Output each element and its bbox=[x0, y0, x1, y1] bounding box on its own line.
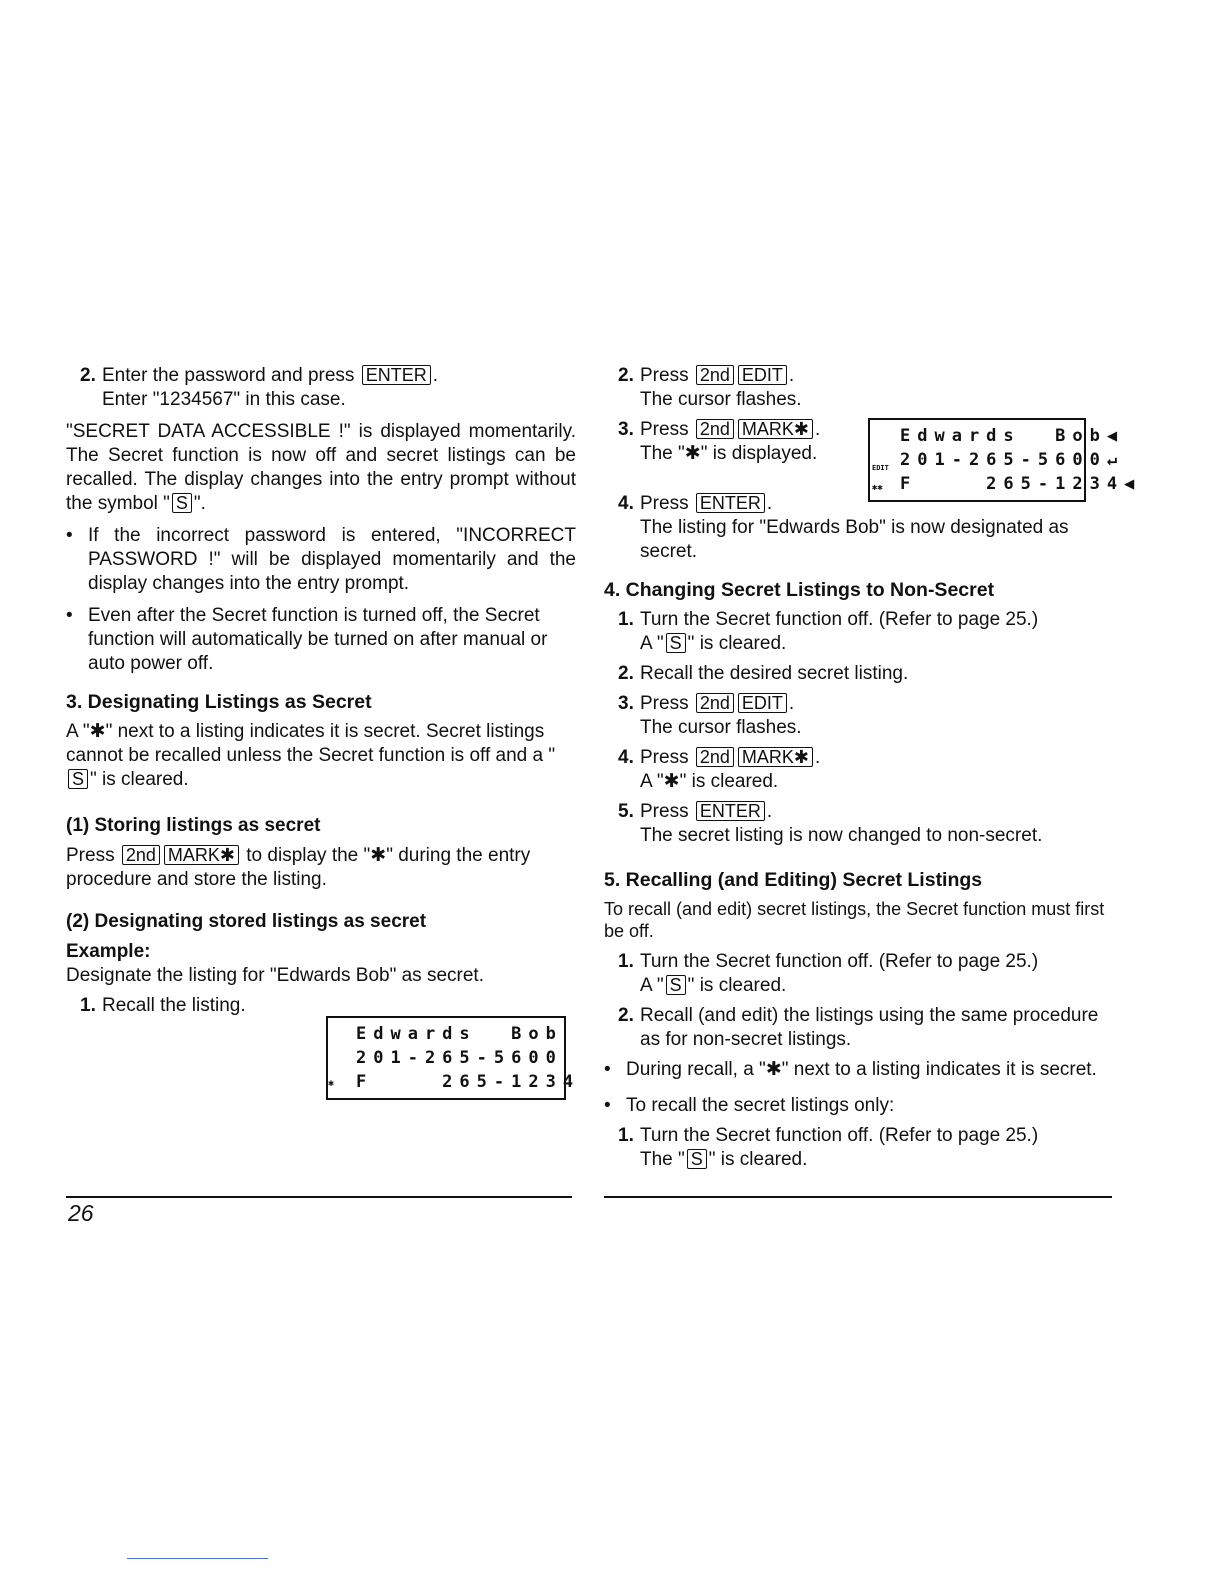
section-3-title: 3. Designating Listings as Secret bbox=[66, 691, 372, 713]
change-step-5: 5. Press ENTER . The secret listing is now changed to non-secret. bbox=[618, 801, 1043, 846]
section-3-paragraph: A "✱" next to a listing indicates it is secret. Secret listings cannot be recalled unless the Secret function is off and a "S " is cleared. bbox=[66, 721, 556, 790]
section-5-paragraph: To recall (and edit) secret listings, the Secret function must first be off. bbox=[604, 899, 1105, 941]
subsection-1-paragraph: Press 2nd MARK✱ to display the "✱" during the entry procedure and store the listing. bbox=[66, 845, 531, 890]
secret-indicator-icon: ✱ bbox=[328, 1078, 335, 1089]
lcd-line: ✱ F 265-1234 bbox=[356, 1070, 564, 1094]
2nd-key: 2nd bbox=[122, 845, 160, 865]
2nd-key: 2nd bbox=[696, 693, 734, 713]
2nd-key: 2nd bbox=[696, 419, 734, 439]
change-step-2: 2. Recall the desired secret listing. bbox=[618, 663, 909, 684]
page-number: 26 bbox=[68, 1200, 94, 1226]
s-key: S bbox=[666, 975, 686, 995]
mark-key: MARK✱ bbox=[738, 419, 813, 439]
star-icon: ✱ bbox=[765, 1059, 782, 1080]
2nd-key: 2nd bbox=[696, 747, 734, 767]
change-step-4: 4. Press 2nd MARK✱ . A "✱" is cleared. bbox=[618, 747, 821, 792]
star-icon: ✱ bbox=[370, 845, 387, 866]
recall-step-2: 2. Recall (and edit) the listings using the same procedure as for non-secret listings. bbox=[618, 1005, 1099, 1050]
lcd-line: 201-265-5600 bbox=[356, 1048, 563, 1068]
recall-step-1: 1. Turn the Secret function off. (Refer to page 25.) A " S " is cleared. bbox=[618, 951, 1039, 996]
left-column bbox=[66, 364, 576, 1018]
section-4-title: 4. Changing Secret Listings to Non-Secret bbox=[604, 579, 995, 601]
edit-key: EDIT bbox=[738, 693, 787, 713]
right-step-3: 3. Press 2nd MARK✱ . The "✱" is displayed. bbox=[618, 419, 821, 464]
right-step-2: 2. Press 2nd EDIT . The cursor flashes. bbox=[618, 365, 802, 410]
bullet-incorrect-password: • If the incorrect password is entered, "INCORRECT PASSWORD !" will be displayed momentarily and the display changes into the entry prompt. bbox=[66, 525, 576, 594]
star-icon: ✱ bbox=[89, 721, 106, 742]
step-2-enter-password: 2. Enter the password and press ENTER . Enter "1234567" in this case. bbox=[80, 365, 438, 410]
s-key: S bbox=[687, 1149, 707, 1169]
accessible-paragraph: "SECRET DATA ACCESSIBLE !" is displayed momentarily. The Secret function is now off and secret listings can be recalled. The display changes into the entry prompt without the symbol " S ". bbox=[66, 421, 576, 514]
right-step-4: 4. Press ENTER . The listing for "Edwards Bob" is now designated as secret. bbox=[618, 493, 1069, 562]
edit-key: EDIT bbox=[738, 365, 787, 385]
star-icon: ✱ bbox=[663, 771, 680, 792]
step-1-recall: 1. Recall the listing. bbox=[80, 995, 246, 1016]
example-label: Example: bbox=[66, 941, 151, 962]
mark-key: MARK✱ bbox=[164, 845, 239, 865]
lcd-display-2 bbox=[868, 418, 1142, 502]
divider bbox=[127, 1558, 268, 1559]
s-key: S bbox=[172, 493, 192, 513]
s-key: S bbox=[68, 769, 88, 789]
2nd-key: 2nd bbox=[696, 365, 734, 385]
secret-indicator-icon: ✱✱ bbox=[872, 483, 883, 493]
bullet-during-recall: • During recall, a "✱" next to a listing indicates it is secret. bbox=[604, 1059, 1097, 1080]
bullet-secret-only: • To recall the secret listings only: bbox=[604, 1095, 895, 1116]
s-key: S bbox=[666, 633, 686, 653]
example-text: Designate the listing for "Edwards Bob" as secret. bbox=[66, 965, 484, 986]
change-step-3: 3. Press 2nd EDIT . The cursor flashes. bbox=[618, 693, 802, 738]
lcd-line: ✱✱ F 265-1234◀ bbox=[900, 472, 1084, 496]
enter-key: ENTER bbox=[362, 365, 431, 385]
star-icon: ✱ bbox=[684, 443, 701, 464]
enter-key: ENTER bbox=[696, 493, 765, 513]
bullet-auto-power-off: • Even after the Secret function is turned off, the Secret function will automatically be turned on after manual or auto power off. bbox=[66, 605, 548, 674]
lcd-display-1 bbox=[326, 1016, 581, 1100]
mark-key: MARK✱ bbox=[738, 747, 813, 767]
bottom-rule-right bbox=[604, 1196, 1112, 1198]
change-step-1: 1. Turn the Secret function off. (Refer to page 25.) A " S " is cleared. bbox=[618, 609, 1039, 654]
lcd-line: Edwards Bob◀ bbox=[900, 426, 1125, 446]
lcd-line: EDIT 201-265-5600↵ bbox=[900, 448, 1084, 472]
enter-key: ENTER bbox=[696, 801, 765, 821]
lcd-line: Edwards Bob bbox=[356, 1024, 563, 1044]
section-5-title: 5. Recalling (and Editing) Secret Listings bbox=[604, 869, 983, 891]
bottom-rule-left bbox=[66, 1196, 572, 1198]
subsection-2-title: (2) Designating stored listings as secret bbox=[66, 911, 427, 932]
edit-indicator-icon: EDIT bbox=[872, 464, 889, 472]
subsection-1-title: (1) Storing listings as secret bbox=[66, 815, 321, 836]
secret-only-step-1: 1. Turn the Secret function off. (Refer to page 25.) The " S " is cleared. bbox=[618, 1125, 1039, 1170]
